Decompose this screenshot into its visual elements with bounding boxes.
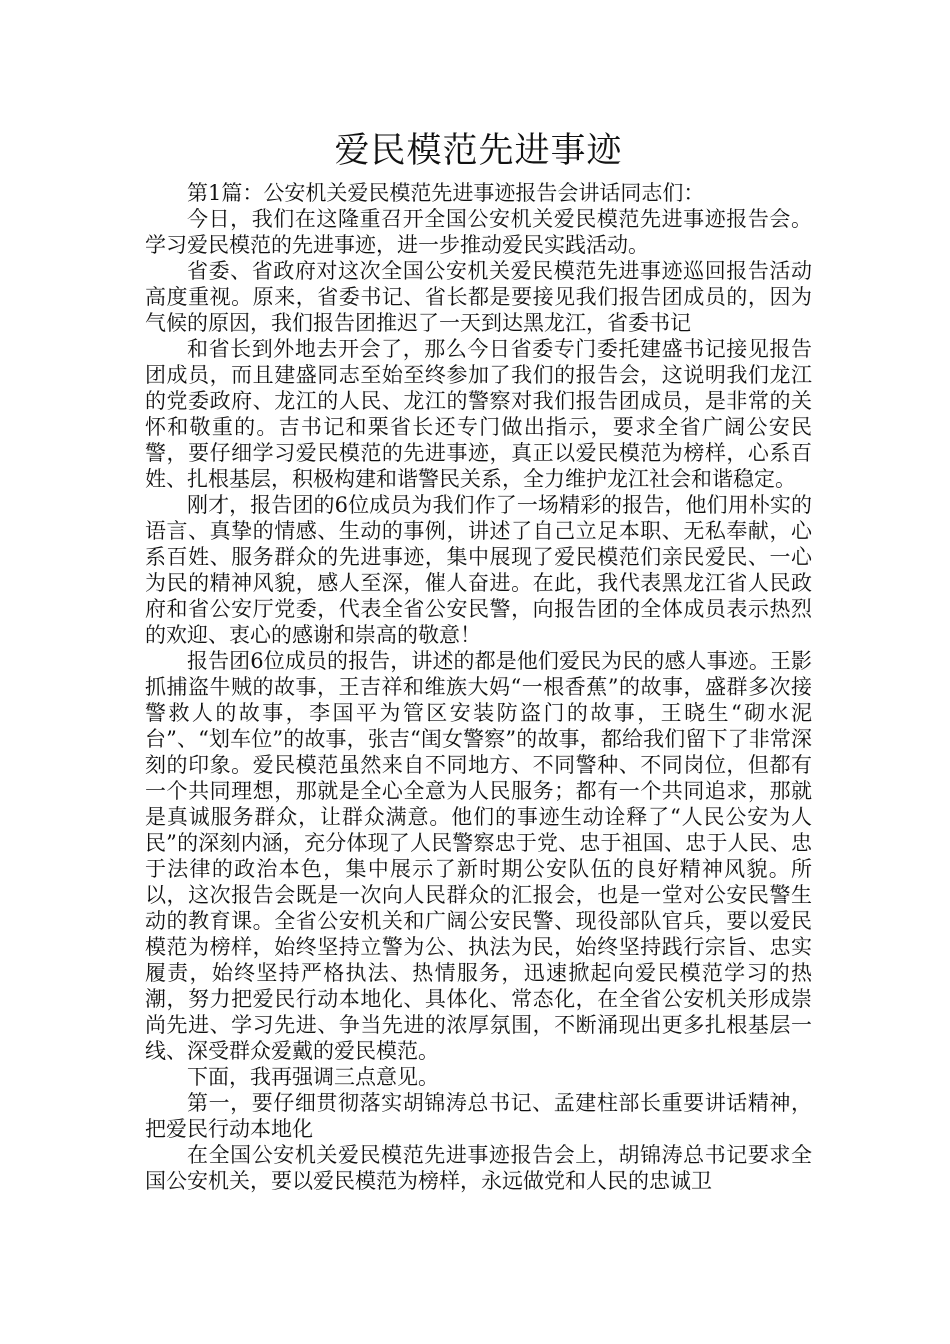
paragraph-9: 在全国公安机关爱民模范先进事迹报告会上，胡锦涛总书记要求全国公安机关，要以爱民模范为榜样，永远做党和人民的忠诚卫 — [145, 1143, 812, 1193]
paragraph-5: 刚才，报告团的6位成员为我们作了一场精彩的报告，他们用朴实的语言、真挚的情感、生动的事例，讲述了自己立足本职、无私奉献，心系百姓、服务群众的先进事迹，集中展现了爱民模范们亲民爱民、一心为民的精神风貌，感人至深，催人奋进。在此，我代表黑龙江省人民政府和省公安厅党委，代表全省公安民警，向报告团的全体成员表示热烈的欢迎、衷心的感谢和崇高的敬意！ — [145, 493, 812, 647]
document-title: 爱民模范先进事迹 — [334, 131, 623, 171]
paragraph-3: 省委、省政府对这次全国公安机关爱民模范先进事迹巡回报告活动高度重视。原来，省委书记、省长都是要接见我们报告团成员的，因为气候的原因，我们报告团推迟了一天到达黑龙江，省委书记 — [145, 259, 812, 335]
paragraph-6: 报告团6位成员的报告，讲述的都是他们爱民为民的感人事迹。王影抓捕盗牛贼的故事，王吉祥和维族大妈“一根香蕉”的故事，盛群多次接警救人的故事，李国平为管区安装防盗门的故事，王晓生“砌水泥台”、“划车位”的故事，张吉“闺女警察”的故事，都给我们留下了非常深刻的印象。爱民模范虽然来自不同地方、不同警种、不同岗位，但都有一个共同理想，那就是全心全意为人民服务；都有一个共同追求，那就是真诚服务群众，让群众满意。他们的事迹生动诠释了“人民公安为人民”的深刻内涵，充分体现了人民警察忠于党、忠于祖国、忠于人民、忠于法律的政治本色，集中展示了新时期公安队伍的良好精神风貌。所以，这次报告会既是一次向人民群众的汇报会，也是一堂对公安民警生动的教育课。全省公安机关和广阔公安民警、现役部队官兵，要以爱民模范为榜样，始终坚持立警为公、执法为民，始终坚持践行宗旨、忠实履责，始终坚持严格执法、热情服务，迅速掀起向爱民模范学习的热潮，努力把爱民行动本地化、具体化、常态化，在全省公安机关形成崇尚先进、学习先进、争当先进的浓厚氛围，不断涌现出更多扎根基层一线、深受群众爱戴的爱民模范。 — [145, 649, 812, 1063]
paragraph-8: 第一，要仔细贯彻落实胡锦涛总书记、孟建柱部长重要讲话精神，把爱民行动本地化 — [145, 1091, 812, 1141]
document-page — [145, 126, 812, 1194]
paragraph-1: 第1篇：公安机关爱民模范先进事迹报告会讲话同志们： — [187, 181, 705, 205]
paragraph-4: 和省长到外地去开会了，那么今日省委专门委托建盛书记接见报告团成员，而且建盛同志至始至终参加了我们的报告会，这说明我们龙江的党委政府、龙江的人民、龙江的警察对我们报告团成员，是非常的关怀和敬重的。吉书记和栗省长还专门做出指示，要求全省广阔公安民警，要仔细学习爱民模范的先进事迹，真正以爱民模范为榜样，心系百姓、扎根基层，积极构建和谐警民关系，全力维护龙江社会和谐稳定。 — [145, 337, 812, 491]
paragraph-2: 今日，我们在这隆重召开全国公安机关爱民模范先进事迹报告会。学习爱民模范的先进事迹，进一步推动爱民实践活动。 — [145, 207, 812, 257]
paragraph-7: 下面，我再强调三点意见。 — [187, 1065, 439, 1089]
